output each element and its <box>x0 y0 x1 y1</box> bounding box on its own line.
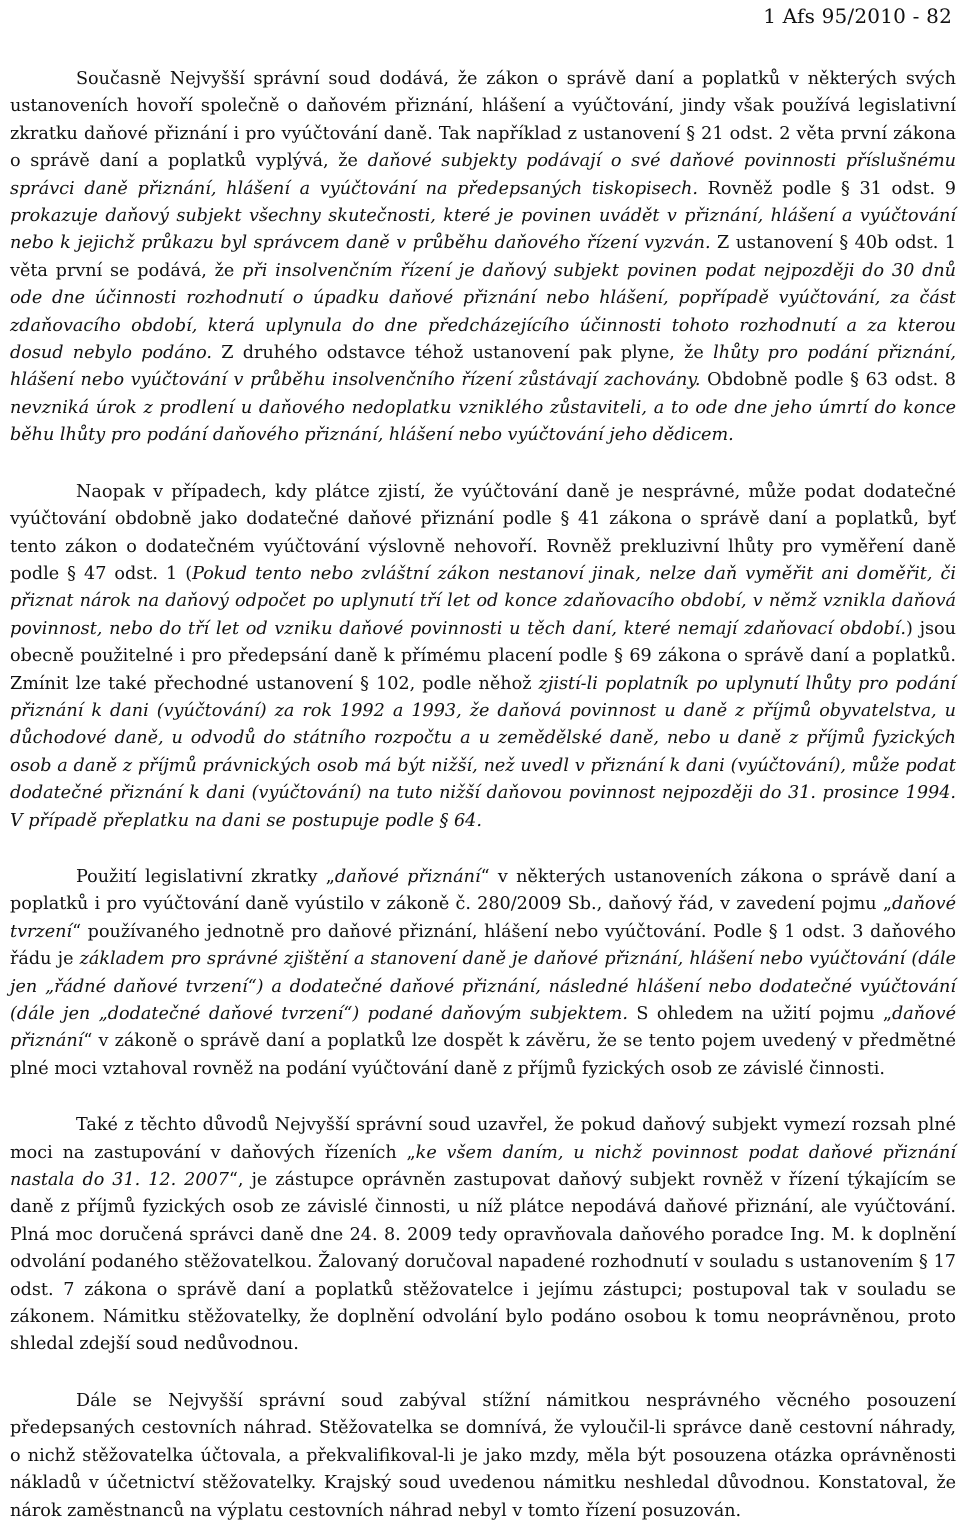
judgment-body <box>10 66 956 1525</box>
quoted-legal-text: daňové přiznání <box>334 866 481 887</box>
body-text-run: Obdobně podle § 63 odst. 8 <box>700 370 956 391</box>
quoted-legal-text: prokazuje daňový subjekt všechny skutečnosti, které je povinen uvádět v přiznání, hlášení a vyúčtování nebo k jejichž průkazu byl správcem daně v průběhu daňového řízení vyzván. <box>10 206 956 254</box>
quoted-legal-text: daňové subjekty podávají o své daňové povinnosti příslušnému správci daně přiznání, hlášení a vyúčtování na předepsaných tiskopisech. <box>10 151 956 199</box>
paragraph-power-of-attorney-conclusion <box>10 1112 956 1359</box>
paragraph-tax-code-terminology <box>10 864 956 1083</box>
body-text-run: Použití legislativní zkratky „ <box>76 866 335 887</box>
body-text-run: “ v některých ustanoveních zákona o správě daní a poplatků i pro vyúčtování daně vyústilo v zákoně č. 280/2009 Sb., daňový řád, v zavedení pojmu „ <box>10 866 957 915</box>
paragraph-travel-expenses-objection <box>10 1388 956 1525</box>
body-text-run: ) jsou obecně použitelné i pro předepsání daně k přímému placení podle § 69 zákona o správě daní a poplatků. Zmínit lze také přechodné ustanovení § 102, podle něhož <box>10 618 956 694</box>
quoted-legal-text: zjistí-li poplatník po uplynutí lhůty pro podání přiznání k dani (vyúčtování) za rok 1992 a 1993, že daňová povinnost u daně z příjmů obyvatelstva, u důchodové daně, u odvodů do státního rozpočtu a u zemědělské daně, nebo u daně z příjmů fyzických osob a daně z příjmů právnických osob má být nižší, než uvedl v přiznání k dani (vyúčtování), může podat dodatečné přiznání k dani (vyúčtování) na tuto nižší daňovou povinnost nejpozději do 31. prosince 1994. V případě přeplatku na dani se postupuje podle § 64. <box>10 673 956 831</box>
body-text-run: Současně Nejvyšší správní soud dodává, že zákon o správě daní a poplatků v některých svých ustanoveních hovoří společně o daňovém přiznání, hlášení a vyúčtování, jindy však používá legislativní zkratku daňové přiznání i pro vyúčtování daně. Tak například z ustanovení § 21 odst. 2 věta první zákona o správě daní a poplatků vyplývá, že <box>10 69 956 172</box>
body-text-run: “ v zákoně o správě daní a poplatků lze dospět k závěru, že se tento pojem uvedený v předmětné plné moci vztahoval rovněž na podání vyúčtování daně z příjmů fyzických osob ze závislé činnosti. <box>10 1031 956 1079</box>
quoted-legal-text: základem pro správné zjištění a stanovení daně je daňové přiznání, hlášení nebo vyúčtování (dále jen „řádné daňové tvrzení“) a dodatečné daňové přiznání, následné hlášení nebo dodatečné vyúčtování (dále jen „dodatečné daňové tvrzení“) podané daňovým subjektem. <box>10 949 957 1024</box>
body-text-run: Také z těchto důvodů Nejvyšší správní soud uzavřel, že pokud daňový subjekt vymezí rozsah plné moci na zastupování v daňových řízeních „ <box>10 1115 956 1163</box>
quoted-legal-text: lhůty pro podání přiznání, hlášení nebo vyúčtování v průběhu insolvenčního řízení zůstávají zachovány. <box>10 343 956 391</box>
quoted-legal-text: ke všem daním, u nichž povinnost podat daňové přiznání nastala do 31. 12. 2007 <box>10 1142 956 1191</box>
body-text-run: Naopak v případech, kdy plátce zjistí, že vyúčtování daně je nesprávné, může podat dodatečné vyúčtování obdobně jako dodatečné daňové přiznání podle § 41 zákona o správě daní a poplatků, byť tento zákon o dodatečném vyúčtování výslovně nehovoří. Rovněž prekluzivní lhůty pro vyměření daně podle § 47 odst. 1 ( <box>10 481 956 584</box>
paragraph-legislative-abbreviation <box>10 66 956 450</box>
quoted-legal-text: při insolvenčním řízení je daňový subjekt povinen podat nejpozději do 30 dnů ode dne účinnosti rozhodnutí o úpadku daňové přiznání nebo hlášení, popřípadě vyúčtování, za část zdaňovacího období, která uplynula do dne předcházejícího účinnosti tohoto rozhodnutí a za kterou dosud nebylo podáno. <box>10 260 956 364</box>
quoted-legal-text: daňové tvrzení <box>10 894 956 942</box>
body-text-run: “, je zástupce oprávněn zastupovat daňový subjekt rovněž v řízení týkajícím se daně z příjmů fyzických osob ze závislé činnosti, u níž plátce nepodává daňové přiznání, ale vyúčtování. Plná moc doručená správci daně dne 24. 8. 2009 tedy opravňovala daňového poradce Ing. M. k doplnění odvolání podaného stěžovatelkou. Žalovaný doručoval napadené rozhodnutí v souladu s ustanovením § 17 odst. 7 zákona o správě daní a poplatků stěžovatelce i jejímu zástupci; postupoval tak v souladu se zákonem. Námitku stěžovatelky, že doplnění odvolání bylo podáno osobou k tomu neoprávněnou, proto shledal zdejší soud nedůvodnou. <box>10 1170 956 1355</box>
body-text-run: Z ustanovení § 40b odst. 1 věta první se podává, že <box>10 233 956 281</box>
case-number-header: 1 Afs 95/2010 - 82 <box>763 4 952 28</box>
paragraph-supplementary-statement <box>10 479 956 835</box>
body-text-run: Z druhého odstavce téhož ustanovení pak plyne, že <box>212 343 714 364</box>
body-text-run: “ používaného jednotně pro daňové přiznání, hlášení nebo vyúčtování. Podle § 1 odst. 3 daňového řádu je <box>10 921 956 970</box>
body-text-run: Rovněž podle § 31 odst. 9 <box>697 178 956 199</box>
quoted-legal-text: Pokud tento nebo zvláštní zákon nestanoví jinak, nelze daň vyměřit ani doměřit, či přiznat nárok na daňový odpočet po uplynutí tří let od konce zdaňovacího období, v němž vznikla daňová povinnost, nebo do tří let od vzniku daňové povinnosti u těch daní, které nemají zdaňovací období. <box>10 563 956 639</box>
quoted-legal-text: nevzniká úrok z prodlení u daňového nedoplatku vzniklého zůstaviteli, a to ode dne jeho úmrtí do konce běhu lhůty pro podání daňového přiznání, hlášení nebo vyúčtování jeho dědicem. <box>10 397 956 446</box>
body-text-run: S ohledem na užití pojmu „ <box>627 1004 892 1024</box>
quoted-legal-text: daňové přiznání <box>10 1004 956 1052</box>
body-text-run: Dále se Nejvyšší správní soud zabýval stížní námitkou nesprávného věcného posouzení předepsaných cestovních náhrad. Stěžovatelka se domnívá, že vyloučil-li správce daně cestovní náhrady, o nichž stěžovatelka účtovala, a překvalifikoval-li je jako mzdy, měla být posouzena otázka oprávněnosti nákladů v účetnictví stěžovatelky. Krajský soud uvedenou námitku neshledal důvodnou. Konstatoval, že nárok zaměstnanců na výplatu cestovních náhrad nebyl v tomto řízení posuzován. <box>10 1390 956 1521</box>
